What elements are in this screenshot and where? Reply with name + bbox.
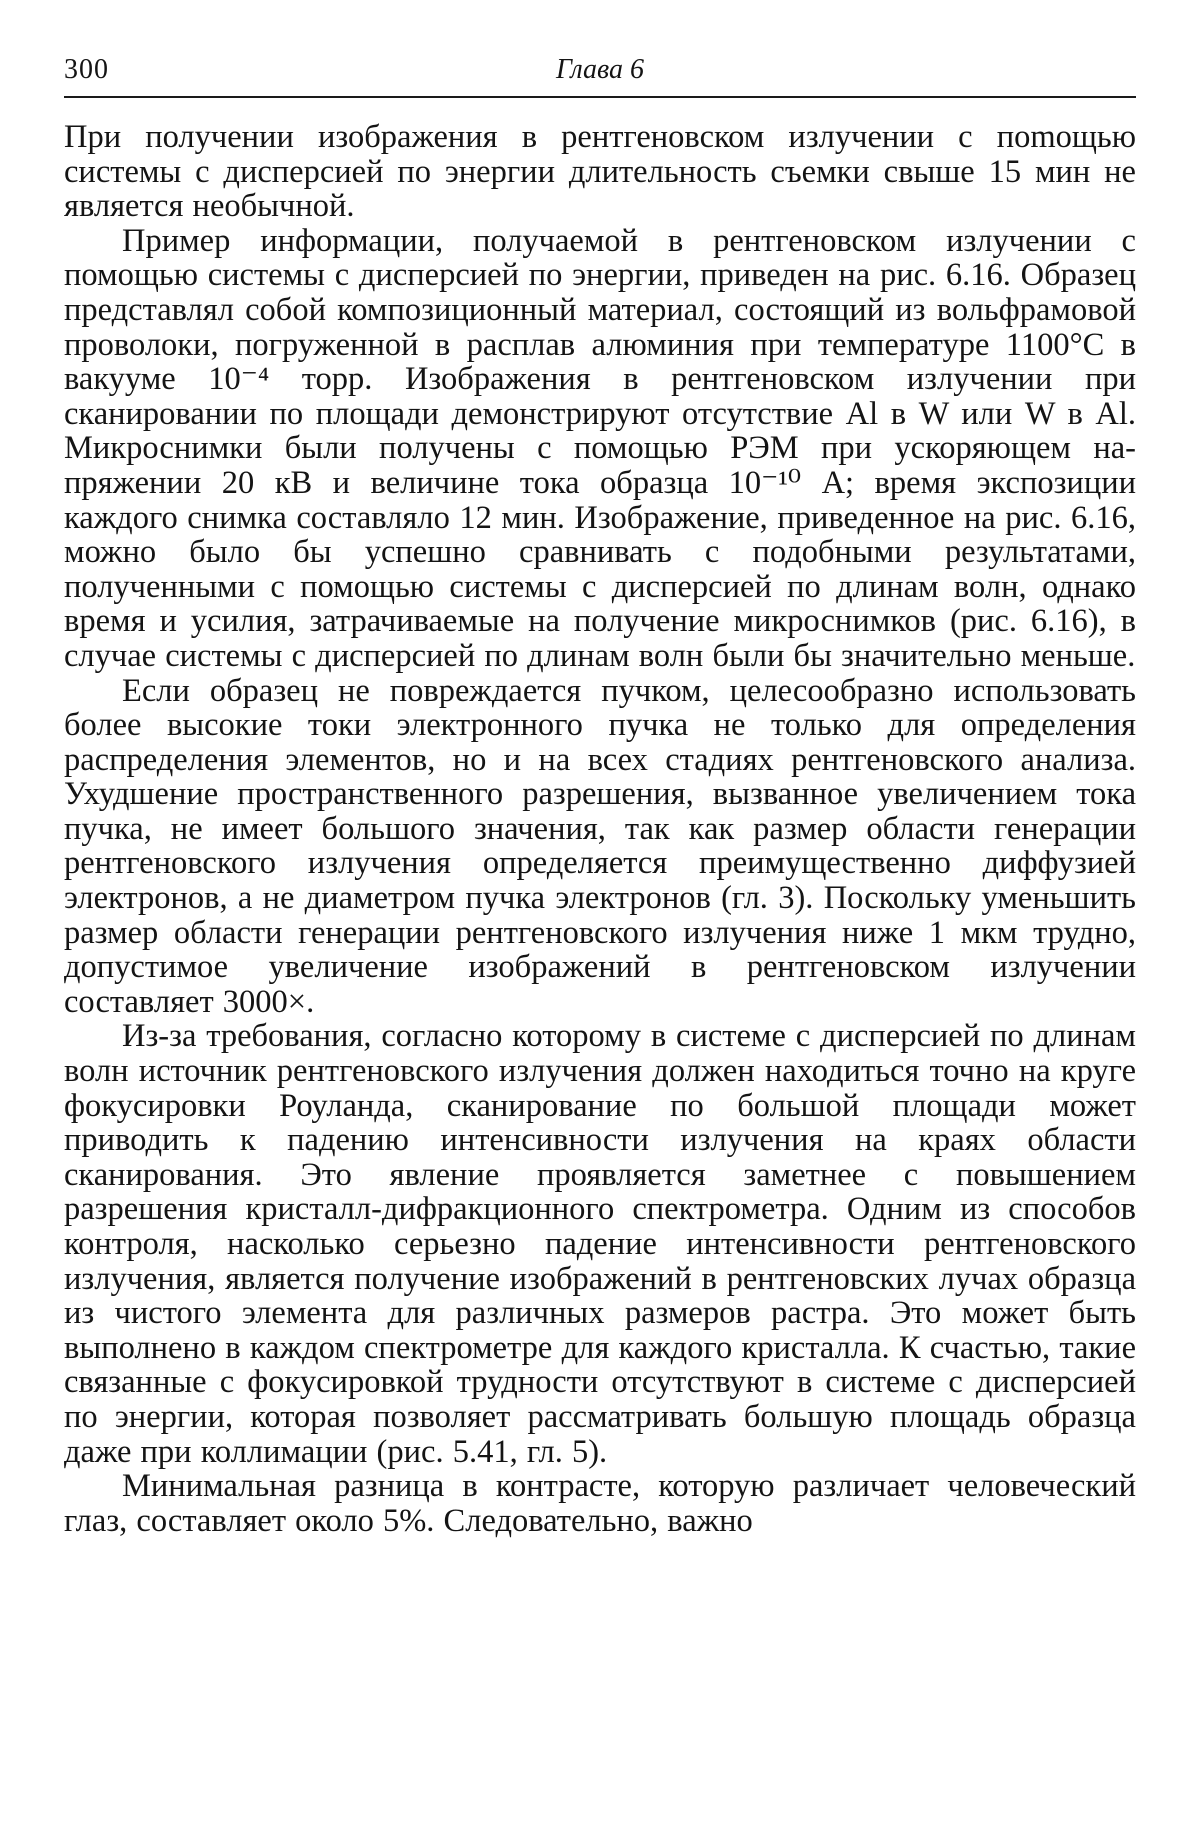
paragraph-2: Пример информации, получаемой в рентгеновском излучении с помощью системы с дисперсией по энергии, приведен на рис. 6.16. Образец представлял собой композиционный материал, состоящий из вольфрамовой проволоки, погруженной в расплав алюминия при температуре 1100°С в вакууме 10⁻⁴ торр. Изображения в рентгеновском излучении при сканировании по площади демонстрируют отсутствие Al в W или W в Al. Микроснимки были получены с помощью РЭМ при ускоряющем напряжении 20 кВ и величине тока образца 10⁻¹⁰ А; время экспозиции каждого снимка составляло 12 мин. Изображение, приведенное на рис. 6.16, можно было бы успешно сравнивать с подобными результатами, полученными с помощью системы с дисперсией по длинам волн, однако время и усилия, затрачиваемые на получение микроснимков (рис. 6.16), в случае системы с дисперсией по длинам волн были бы значительно меньше. <box>64 222 1136 674</box>
page-number: 300 <box>64 54 109 85</box>
running-head <box>64 52 1136 98</box>
paragraph-5: Минимальная разница в контрасте, которую различает человеческий глаз, составляет около 5%. Следовательно, важно <box>64 1468 1136 1539</box>
paragraph-3: Если образец не повреждается пучком, целесообразно использовать более высокие токи электронного пучка не только для определения распределения элементов, но и на всех стадиях рентгеновского анализа. Ухудшение пространственного разрешения, вызванное увеличением тока пучка, не имеет большого значения, так как размер области генерации рентгеновского излучения определяется преимущественно диффузией электронов, а не диаметром пучка электронов (гл. 3). Поскольку уменьшить размер области генерации рентгеновского излучения ниже 1 мкм трудно, допустимое увеличение изображений в рентгеновском излучении составляет 3000×. <box>64 672 1136 1020</box>
paragraph-4: Из-за требования, согласно которому в системе с дисперсией по длинам волн источник рентгеновского излучения должен находиться точно на круге фокусировки Роуланда, сканирование по большой площади может приводить к падению интенсивности излучения на краях области сканирования. Это явление проявляется заметнее с повышением разрешения кристалл-дифракционного спектрометра. Одним из способов контроля, насколько серьезно падение интенсивности рентгеновского излучения, является получение изображений в рентгеновских лучах образца из чистого элемента для различных размеров растра. Это может быть выполнено в каждом спектрометре для каждого кристалла. К счастью, такие связанные с фокусировкой трудности отсутствуют в системе с дисперсией по энергии, которая позволяет рассматривать большую площадь образца даже при коллимации (рис. 5.41, гл. 5). <box>64 1018 1136 1470</box>
chapter-title: Глава 6 <box>556 54 644 85</box>
paragraph-1: При получении изображения в рентгеновском излучении с поmощью системы с дисперсией по энергии длительность съемки свыше 15 мин не является необычной. <box>64 119 1136 225</box>
book-page <box>64 52 1136 1538</box>
body-text <box>64 120 1136 1538</box>
